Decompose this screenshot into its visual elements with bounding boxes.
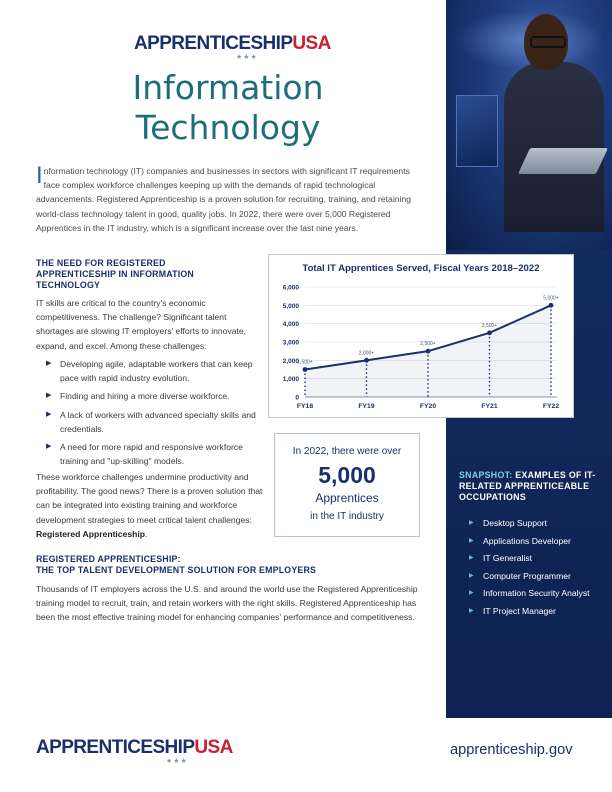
bullet-triangle-icon: ▶ (469, 572, 474, 579)
bullet-triangle-icon: ▶ (469, 555, 474, 561)
callout-line-3: Apprentices (315, 491, 379, 505)
registered-heading-line-2: THE TOP TALENT DEVELOPMENT SOLUTION FOR EMPLOYERS (36, 565, 317, 575)
x-tick-label: FY19 (358, 403, 375, 410)
challenge-item (46, 389, 260, 403)
challenge-list (46, 357, 260, 472)
stat-callout (274, 433, 420, 537)
y-tick-label: 6,000 (282, 284, 299, 292)
logo-stars: ★★★ (236, 54, 258, 61)
x-tick-label: FY21 (481, 403, 498, 410)
data-label: 2,500+ (420, 341, 436, 348)
challenge-text: Developing agile, adaptable workers that can keep pace with rapid industry evolution. (60, 359, 253, 384)
registered-body: Thousands of IT employers across the U.S. and around the world use the Registered Apprenticeship training model to recruit, train, and retain workers with the right skills. Registered Apprenticeship has been the most effective training model for enhancing companies' performance and competitiveness. (36, 584, 418, 623)
line-chart (269, 255, 573, 417)
logo-usa-text: USA (194, 737, 233, 758)
intro-paragraph (36, 164, 426, 235)
y-tick-label: 5,000 (282, 302, 299, 310)
y-tick-label: 4,000 (282, 321, 299, 329)
bullet-triangle-icon: ▶ (46, 392, 52, 400)
occupation-text: Computer Programmer (483, 570, 571, 581)
hero-glasses (530, 36, 566, 48)
data-label: 1,500+ (297, 359, 313, 366)
data-point (426, 349, 431, 354)
chart-container (268, 254, 574, 418)
data-point (487, 330, 492, 335)
bullet-triangle-icon: ▶ (469, 590, 474, 596)
challenge-item (46, 357, 260, 385)
snapshot-label: SNAPSHOT: (459, 470, 513, 480)
occupation-item (459, 535, 599, 548)
intro-dropcap: I (36, 162, 43, 189)
hero-monitor (456, 95, 498, 167)
hero-laptop (518, 148, 608, 174)
need-heading-line-2: APPRENTICESHIP IN INFORMATION (36, 269, 194, 279)
logo-wordmark (36, 738, 233, 758)
hero-photo (446, 0, 612, 250)
callout-number: 5,000 (318, 462, 376, 488)
bullet-triangle-icon: ▶ (46, 360, 52, 367)
logo-wordmark (134, 33, 331, 54)
need-heading-line-1: THE NEED FOR REGISTERED (36, 258, 166, 268)
challenge-text: Finding and hiring a more diverse workforce. (60, 391, 230, 402)
registered-section-heading (36, 554, 416, 576)
logo-main-text: APPRENTICESHIP (36, 737, 195, 758)
apprenticeship-usa-logo-bottom[interactable] (36, 738, 233, 766)
snapshot-box (459, 470, 599, 622)
closing-text: These workforce challenges undermine productivity and profitability. The good news? There is a proven solution that can be integrated into existing training and workforce development strategies to meet critical talent challenges: (36, 472, 263, 525)
challenge-text: A lack of workers with advanced specialty skills and credentials. (60, 409, 256, 434)
logo-usa-text: USA (292, 33, 331, 54)
data-point (303, 367, 308, 372)
challenge-text: A need for more rapid and responsive workforce training and "up-skilling" models. (60, 442, 243, 467)
snapshot-heading-text: EXAMPLES OF IT-RELATED APPRENTICEABLE OCCUPATIONS (459, 470, 596, 502)
occupation-item (459, 587, 599, 600)
occupation-item (459, 605, 599, 618)
title-line-1: Information (132, 68, 324, 107)
bullet-triangle-icon: ▶ (46, 443, 52, 451)
data-label: 3,500+ (481, 322, 498, 329)
y-tick-label: 3,000 (282, 339, 299, 347)
logo-main-text: APPRENTICESHIP (134, 33, 293, 54)
y-tick-label: 2,000 (282, 357, 299, 365)
callout-line-4: in the IT industry (310, 511, 384, 522)
occupation-text: IT Generalist (483, 553, 533, 563)
y-tick-label: 0 (295, 394, 299, 402)
registered-heading-line-1: REGISTERED APPRENTICESHIP: (36, 554, 181, 564)
bullet-triangle-icon: ▶ (469, 520, 474, 526)
data-point (364, 358, 369, 363)
challenge-item (46, 440, 260, 468)
hero-person-body (504, 62, 604, 232)
snapshot-heading (459, 470, 599, 503)
occupation-text: IT Project Manager (483, 605, 556, 616)
x-tick-label: FY22 (542, 403, 560, 410)
occupation-item (459, 570, 599, 583)
logo-stars: ★★★ (166, 758, 188, 765)
page-title (100, 68, 356, 148)
occupation-text: Desktop Support (483, 518, 548, 528)
challenge-item (46, 408, 260, 436)
data-label: 2,000+ (358, 350, 375, 357)
occupation-text: Applications Developer (483, 535, 571, 546)
x-tick-label: FY18 (296, 403, 314, 410)
y-tick-label: 1,000 (282, 376, 299, 384)
need-section-heading (36, 258, 236, 291)
callout-line-1: In 2022, there were over (292, 446, 402, 457)
closing-bold: Registered Apprenticeship (36, 528, 146, 539)
chart-title: Total IT Apprentices Served, Fiscal Years 2018–2022 (302, 263, 540, 274)
data-label: 5,000+ (543, 295, 559, 302)
data-point (549, 303, 554, 308)
occupation-list (459, 517, 599, 618)
intro-text: nformation technology (IT) companies and businesses in sectors with significant IT requirements face complex workforce challenges keeping up with the demands of rapid technological advancements. Registered Apprenticeship is a proven solution for recruiting, training, and retaining world-class technology talent in good, quality jobs. In 2022, there were over 5,000 Registered Apprentices in the IT industry, which is a significant increase over the last nine years. (36, 166, 411, 233)
occupation-item (459, 552, 599, 565)
bullet-triangle-icon: ▶ (469, 607, 474, 614)
occupation-item (459, 517, 599, 530)
bullet-triangle-icon: ▶ (469, 537, 474, 544)
website-link[interactable]: apprenticeship.gov (450, 742, 573, 758)
apprenticeship-usa-logo-top[interactable] (134, 33, 331, 62)
need-heading-line-3: TECHNOLOGY (36, 280, 101, 290)
bullet-triangle-icon: ▶ (46, 410, 52, 418)
occupation-text: Information Security Analyst (483, 588, 590, 598)
closing-end: . (145, 528, 148, 539)
title-line-2: Technology (135, 108, 321, 147)
challenges-closing (36, 470, 264, 541)
x-tick-label: FY20 (419, 403, 437, 410)
need-body: IT skills are critical to the country's economic competitiveness. The challenge? Significant talent shortages are slowing IT employers' efforts to innovate, expand, and excel. Among these challenges: (36, 298, 247, 351)
